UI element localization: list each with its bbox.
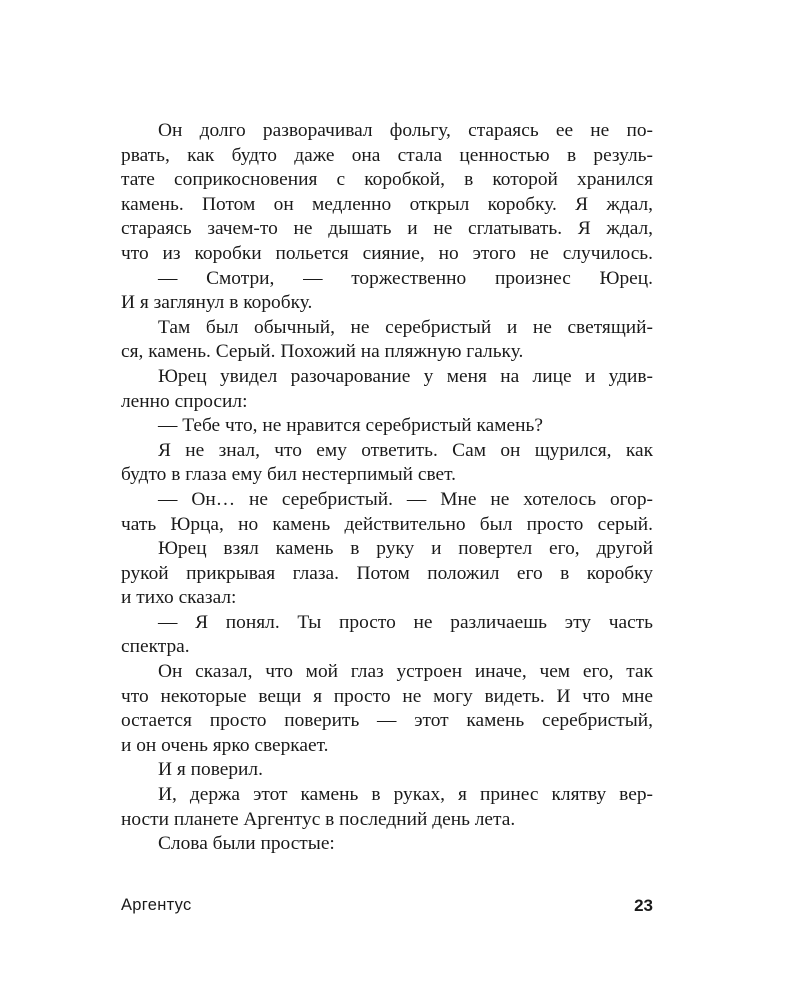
page-footer xyxy=(121,896,653,920)
text-line: будто в глаза ему бил нестерпимый свет. xyxy=(121,464,457,486)
text-line: Юрец взял камень в руку и повертел его, другой xyxy=(158,538,653,560)
text-line: ности планете Аргентус в последний день лета. xyxy=(121,808,516,830)
text-line: ленно спросил: xyxy=(121,390,248,412)
text-line: рвать, как будто даже она стала ценностью в резуль- xyxy=(121,144,653,166)
text-line: — Я понял. Ты просто не различаешь эту часть xyxy=(158,611,653,633)
text-line: остается просто поверить — этот камень серебристый, xyxy=(121,710,653,732)
text-line: камень. Потом он медленно открыл коробку. Я ждал, xyxy=(121,193,653,215)
text-line: Слова были простые: xyxy=(158,833,335,855)
text-line: — Он… не серебристый. — Мне не хотелось огор- xyxy=(158,488,653,510)
text-line: что из коробки польется сияние, но этого не случилось. xyxy=(121,242,653,264)
body-text xyxy=(121,119,653,857)
text-line: Он сказал, что мой глаз устроен иначе, чем его, так xyxy=(158,661,653,683)
text-line: И я поверил. xyxy=(158,759,263,781)
text-line: и тихо сказал: xyxy=(121,587,237,609)
text-line: — Смотри, — торжественно произнес Юрец. xyxy=(158,267,653,289)
text-line: чать Юрца, но камень действительно был просто серый. xyxy=(121,513,653,535)
text-line: — Тебе что, не нравится серебристый камень? xyxy=(158,415,543,437)
text-line: стараясь зачем-то не дышать и не сглатывать. Я ждал, xyxy=(121,218,653,240)
text-line: Там был обычный, не серебристый и не светящий- xyxy=(158,316,653,338)
text-line: Юрец увидел разочарование у меня на лице и удив- xyxy=(158,365,653,387)
text-line: тате соприкосновения с коробкой, в которой хранился xyxy=(121,169,653,191)
text-line: спектра. xyxy=(121,636,190,658)
text-line: Я не знал, что ему ответить. Сам он щурился, как xyxy=(158,439,653,461)
text-line: и он очень ярко сверкает. xyxy=(121,734,329,756)
text-line: ся, камень. Серый. Похожий на пляжную гальку. xyxy=(121,341,524,363)
page-number: 23 xyxy=(634,896,653,915)
text-line: рукой прикрывая глаза. Потом положил его в коробку xyxy=(121,562,653,584)
running-title: Аргентус xyxy=(121,896,192,914)
text-line: И, держа этот камень в руках, я принес клятву вер- xyxy=(158,784,653,806)
text-line: Он долго разворачивал фольгу, стараясь ее не по- xyxy=(158,120,653,141)
text-line: И я заглянул в коробку. xyxy=(121,292,313,314)
text-line: что некоторые вещи я просто не могу видеть. И что мне xyxy=(121,685,653,707)
